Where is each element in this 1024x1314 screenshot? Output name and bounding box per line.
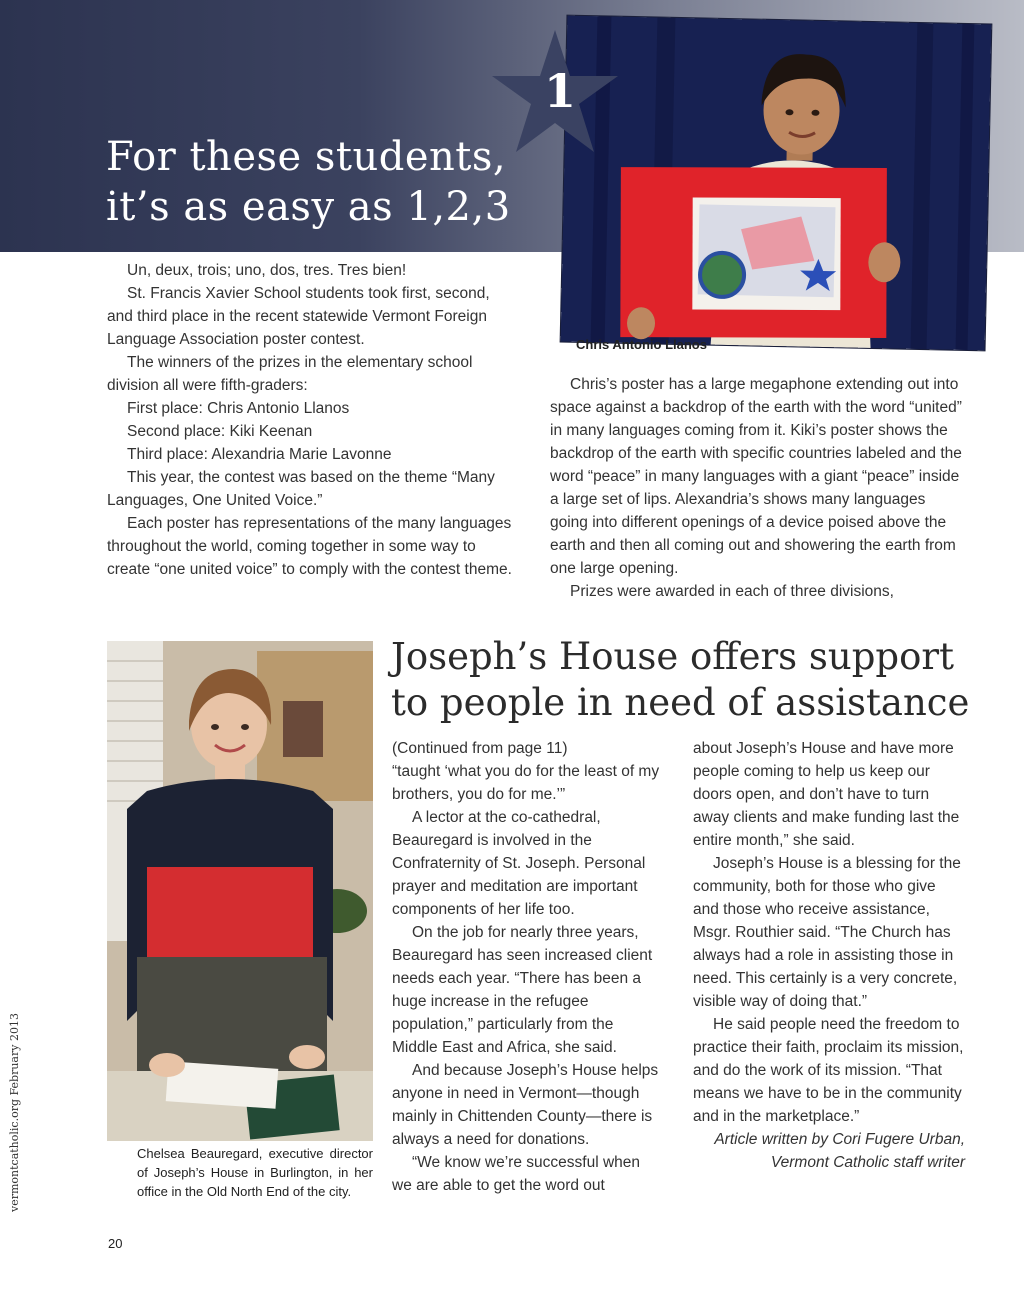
- paragraph: And because Joseph’s House helps anyone in need in Vermont—though mainly in Chittenden County—there is always a need for donations.: [392, 1062, 659, 1148]
- paragraph: He said people need the freedom to practice their faith, proclaim its mission, and do the work of its mission. “That means we have to be in the community and in the marketplace.”: [693, 1016, 964, 1125]
- photo-chris-illustration: [561, 16, 992, 351]
- paragraph: “We know we’re successful when we are able to get the word out: [392, 1154, 640, 1194]
- paragraph: On the job for nearly three years, Beauregard has seen increased client needs each year. “There has been a huge increase in the refugee population,” particularly from the Middle East and Africa, she said.: [392, 924, 653, 1056]
- paragraph: Each poster has representations of the many languages throughout the world, coming together in some way to create “one united voice” to comply with the contest theme.: [107, 515, 512, 578]
- photo-chelsea-caption: Chelsea Beauregard, executive director of Joseph’s House in Burlington, in her office in the Old North End of the city.: [137, 1146, 373, 1199]
- paragraph: St. Francis Xavier School students took first, second, and third place in the recent statewide Vermont Foreign Language Association poster contest.: [107, 285, 490, 348]
- photo-chelsea-beauregard: [107, 641, 373, 1141]
- paragraph: “taught ‘what you do for the least of my brothers, you do for me.’”: [392, 763, 660, 803]
- article2-title-line-2: to people in need of assistance: [391, 681, 970, 724]
- headline-line-2: it’s as easy as 1,2,3: [106, 184, 511, 230]
- paragraph: Un, deux, trois; uno, dos, tres. Tres bien!: [127, 262, 407, 279]
- photo-chris-caption: Chris Antonio Llanos: [576, 337, 707, 352]
- paragraph: about Joseph’s House and have more people coming to help us keep our doors open, and don’t have to turn away clients and make funding last the entire month,” she said.: [693, 740, 960, 849]
- article2-title: [391, 634, 991, 726]
- star-number: 1: [543, 64, 576, 118]
- vertical-footer: vermontcatholic.org February 2013: [8, 1013, 21, 1212]
- paragraph: The winners of the prizes in the elementary school division all were fifth-graders:: [107, 354, 473, 394]
- headline: [106, 132, 546, 232]
- article2-title-line-1: Joseph’s House offers support: [391, 635, 954, 678]
- photo-chelsea-illustration: [107, 641, 373, 1141]
- paragraph: A lector at the co-cathedral, Beauregard is involved in the Confraternity of St. Joseph. Personal prayer and meditation are important components of her life too.: [392, 809, 646, 918]
- article1-column-2: [550, 373, 965, 603]
- article2-column-2: [693, 737, 965, 1174]
- winner-second: Second place: Kiki Keenan: [127, 423, 313, 440]
- page-number: 20: [108, 1236, 123, 1251]
- winner-third: Third place: Alexandria Marie Lavonne: [127, 446, 392, 463]
- paragraph: Chris’s poster has a large megaphone extending out into space against a backdrop of the earth with the word “united” in many languages coming from it. Kiki’s poster shows the backdrop of the earth with specific countries labeled and the word “peace” in many languages with a giant “peace” inside a large set of lips. Alexandria’s shows many languages going into different openings of a device poised above the earth and then all coming out and showering the earth from one large opening.: [550, 376, 962, 577]
- paragraph: Joseph’s House is a blessing for the community, both for those who give and those who receive assistance, Msgr. Routhier said. “The Church has always had a role in assisting those in need. This certainly is a very concrete, visible way of doing that.”: [693, 855, 961, 1010]
- article1-column-1: [107, 259, 519, 581]
- photo-chris-poster: [561, 16, 992, 351]
- continued-note: (Continued from page 11): [392, 740, 568, 757]
- article-credit-line-2: Vermont Catholic staff writer: [770, 1154, 965, 1171]
- paragraph: This year, the contest was based on the theme “Many Languages, One United Voice.”: [107, 469, 495, 509]
- article-credit-line-1: Article written by Cori Fugere Urban,: [714, 1131, 965, 1148]
- winner-first: First place: Chris Antonio Llanos: [127, 400, 350, 417]
- headline-line-1: For these students,: [106, 134, 507, 180]
- article2-column-1: [392, 737, 660, 1197]
- paragraph: Prizes were awarded in each of three divisions,: [570, 583, 894, 600]
